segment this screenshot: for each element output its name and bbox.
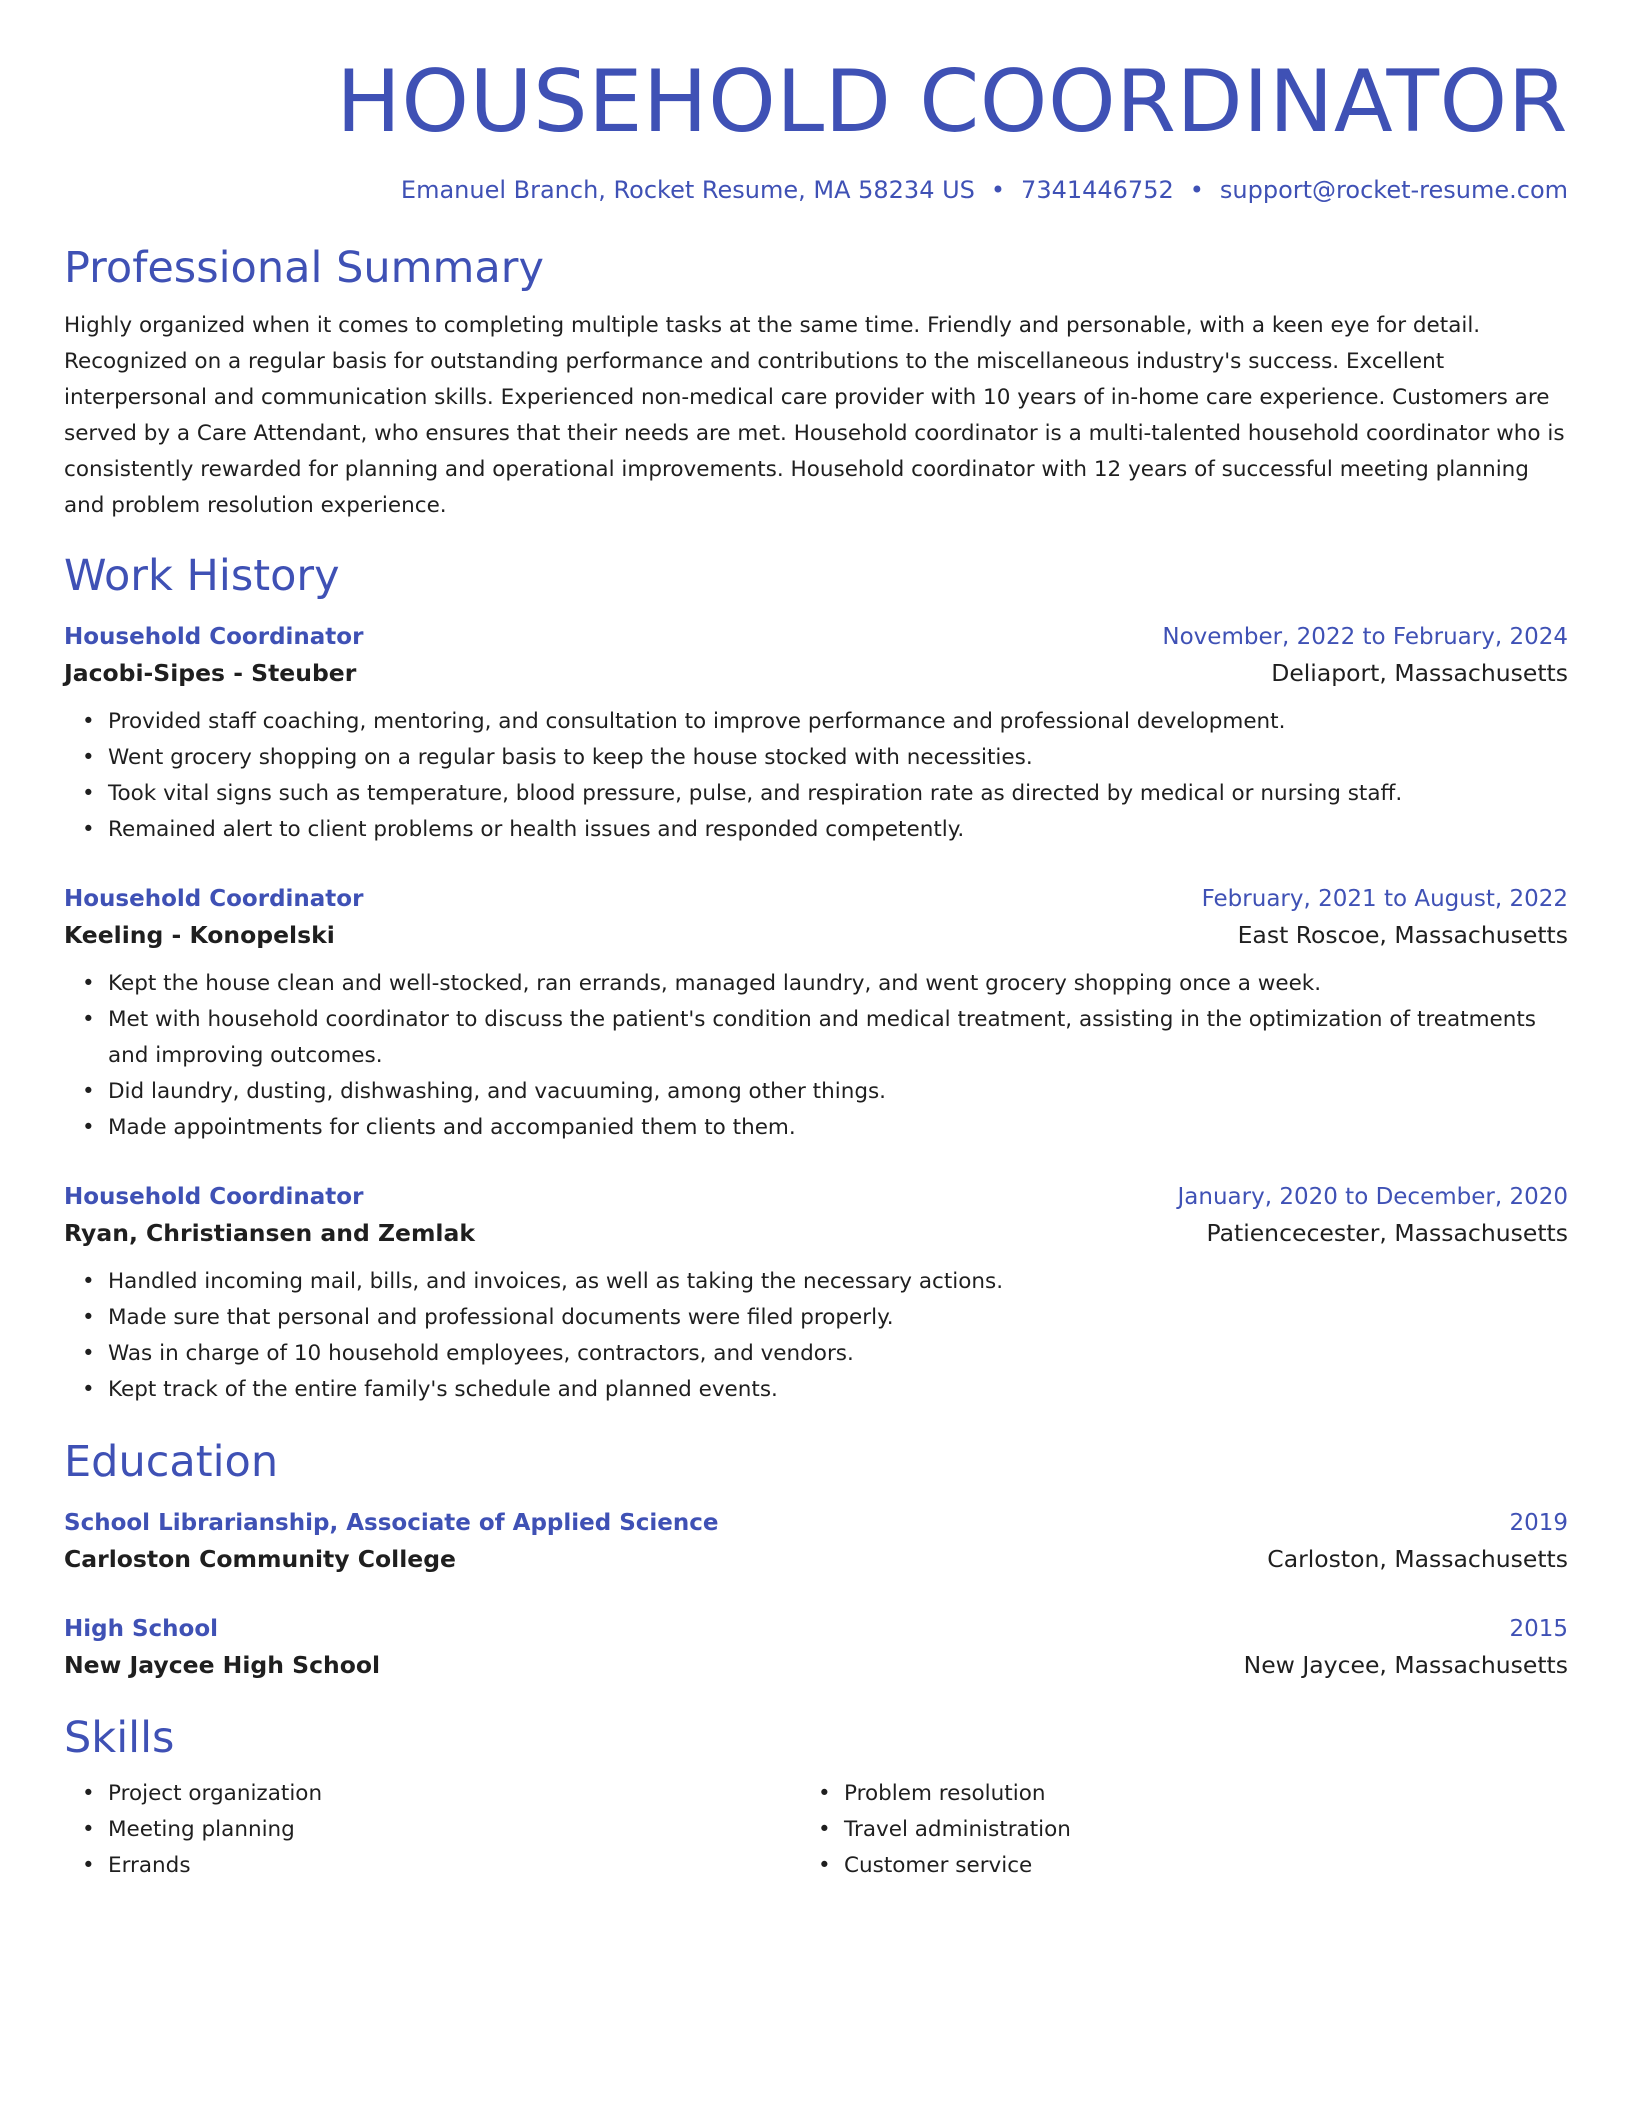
list-item — [82, 1336, 1568, 1372]
job-entry — [64, 620, 1568, 848]
education-school: New Jaycee High School — [64, 1651, 381, 1679]
bullet-icon: • — [82, 1853, 95, 1878]
job-location: Patiencecester, Massachusetts — [1206, 1219, 1568, 1247]
list-item — [82, 812, 1568, 848]
skill-text: Customer service — [844, 1853, 1033, 1878]
bullet-icon: • — [82, 971, 95, 996]
job-title: Household Coordinator — [64, 624, 364, 650]
list-item — [82, 1002, 1568, 1074]
education-location: Carloston, Massachusetts — [1267, 1545, 1568, 1573]
list-item — [818, 1848, 1536, 1884]
list-item — [82, 1848, 800, 1884]
job-company: Jacobi-Sipes - Steuber — [64, 659, 357, 687]
education-location: New Jaycee, Massachusetts — [1243, 1651, 1568, 1679]
bullet-text: Went grocery shopping on a regular basis to keep the house stocked with necessities. — [108, 745, 1033, 770]
bullet-icon: • — [82, 1115, 95, 1140]
bullet-text: Took vital signs such as temperature, blood pressure, pulse, and respiration rate as directed by medical or nursing staff. — [108, 781, 1403, 806]
education-entry — [64, 1612, 1568, 1684]
contact-phone: 7341446752 — [1021, 176, 1174, 204]
job-entry — [64, 1180, 1568, 1408]
section-title-education: Education — [64, 1437, 279, 1487]
list-item — [82, 740, 1568, 776]
skills-list — [800, 1776, 1536, 1884]
bullet-icon: • — [818, 1817, 831, 1842]
contact-separator: • — [1189, 176, 1204, 204]
section-title-summary: Professional Summary — [64, 243, 544, 293]
skills-column-right — [800, 1776, 1536, 1884]
bullet-icon: • — [82, 1269, 95, 1294]
bullet-text: Made appointments for clients and accompanied them to them. — [108, 1115, 796, 1140]
bullet-text: Remained alert to client problems or health issues and responded competently. — [108, 817, 965, 842]
list-item — [82, 704, 1568, 740]
bullet-icon: • — [818, 1853, 831, 1878]
education-school: Carloston Community College — [64, 1545, 456, 1573]
job-company: Keeling - Konopelski — [64, 921, 335, 949]
skill-text: Travel administration — [844, 1817, 1071, 1842]
job-dates: January, 2020 to December, 2020 — [1177, 1184, 1568, 1210]
bullet-text: Kept track of the entire family's schedule and planned events. — [108, 1377, 778, 1402]
list-item — [82, 1074, 1568, 1110]
skill-text: Meeting planning — [108, 1817, 295, 1842]
list-item — [818, 1812, 1536, 1848]
bullet-text: Met with household coordinator to discuss the patient's condition and medical treatment, assisting in the optimization of treatments and improving outcomes. — [108, 1007, 1537, 1068]
bullet-icon: • — [82, 1007, 95, 1032]
education-year: 2015 — [1509, 1616, 1568, 1642]
bullet-text: Kept the house clean and well-stocked, ran errands, managed laundry, and went grocery shopping once a week. — [108, 971, 1322, 996]
job-bullets — [64, 704, 1568, 848]
education-year: 2019 — [1509, 1510, 1568, 1536]
bullet-icon: • — [82, 1781, 95, 1806]
job-bullets — [64, 966, 1568, 1146]
job-title: Household Coordinator — [64, 886, 364, 912]
section-title-skills: Skills — [64, 1713, 175, 1763]
bullet-icon: • — [82, 781, 95, 806]
list-item — [82, 1776, 800, 1812]
bullet-icon: • — [818, 1781, 831, 1806]
bullet-icon: • — [82, 745, 95, 770]
education-degree: School Librarianship, Associate of Applied Science — [64, 1510, 719, 1536]
job-bullets — [64, 1264, 1568, 1408]
list-item — [82, 776, 1568, 812]
list-item — [818, 1776, 1536, 1812]
list-item — [82, 1264, 1568, 1300]
resume-name: HOUSEHOLD COORDINATOR — [336, 52, 1568, 152]
bullet-text: Was in charge of 10 household employees, contractors, and vendors. — [108, 1341, 854, 1366]
bullet-icon: • — [82, 817, 95, 842]
bullet-icon: • — [82, 1305, 95, 1330]
bullet-icon: • — [82, 1079, 95, 1104]
skills-column-left — [64, 1776, 800, 1884]
bullet-text: Provided staff coaching, mentoring, and consultation to improve performance and professional development. — [108, 709, 1286, 734]
bullet-icon: • — [82, 1341, 95, 1366]
skill-text: Problem resolution — [844, 1781, 1046, 1806]
contact-address: Emanuel Branch, Rocket Resume, MA 58234 US — [400, 176, 975, 204]
list-item — [82, 1812, 800, 1848]
skills-grid — [64, 1776, 1568, 1884]
list-item — [82, 1300, 1568, 1336]
bullet-text: Did laundry, dusting, dishwashing, and vacuuming, among other things. — [108, 1079, 887, 1104]
job-dates: November, 2022 to February, 2024 — [1162, 624, 1568, 650]
education-entry — [64, 1506, 1568, 1578]
contact-email[interactable]: support@rocket-resume.com — [1219, 176, 1568, 204]
summary-text: Highly organized when it comes to completing multiple tasks at the same time. Friendly and personable, with a keen eye for detail. Recognized on a regular basis for outstanding performance and contributions to the miscellaneous industry's success. Excellent interpersonal and communication skills. Experienced non-medical care provider with 10 years of in-home care experience. Customers are served by a Care Attendant, who ensures that their needs are met. Household coordinator is a multi-talented household coordinator who is consistently rewarded for planning and operational improvements. Household coordinator with 12 years of successful meeting planning and problem resolution experience. — [64, 313, 1565, 518]
list-item — [82, 1110, 1568, 1146]
contact-separator: • — [990, 176, 1006, 204]
job-entry — [64, 882, 1568, 1146]
skill-text: Errands — [108, 1853, 191, 1878]
bullet-icon: • — [82, 1377, 95, 1402]
section-title-work-history: Work History — [64, 551, 340, 601]
contact-line — [64, 174, 1568, 206]
job-company: Ryan, Christiansen and Zemlak — [64, 1219, 475, 1247]
bullet-icon: • — [82, 709, 95, 734]
education-degree: High School — [64, 1616, 219, 1642]
job-location: East Roscoe, Massachusetts — [1237, 921, 1568, 949]
job-title: Household Coordinator — [64, 1184, 364, 1210]
bullet-icon: • — [82, 1817, 95, 1842]
skill-text: Project organization — [108, 1781, 323, 1806]
job-dates: February, 2021 to August, 2022 — [1201, 886, 1568, 912]
list-item — [82, 1372, 1568, 1408]
skills-list — [64, 1776, 800, 1884]
bullet-text: Handled incoming mail, bills, and invoices, as well as taking the necessary actions. — [108, 1269, 1004, 1294]
bullet-text: Made sure that personal and professional documents were filed properly. — [108, 1305, 894, 1330]
list-item — [82, 966, 1568, 1002]
job-location: Deliaport, Massachusetts — [1271, 659, 1568, 687]
